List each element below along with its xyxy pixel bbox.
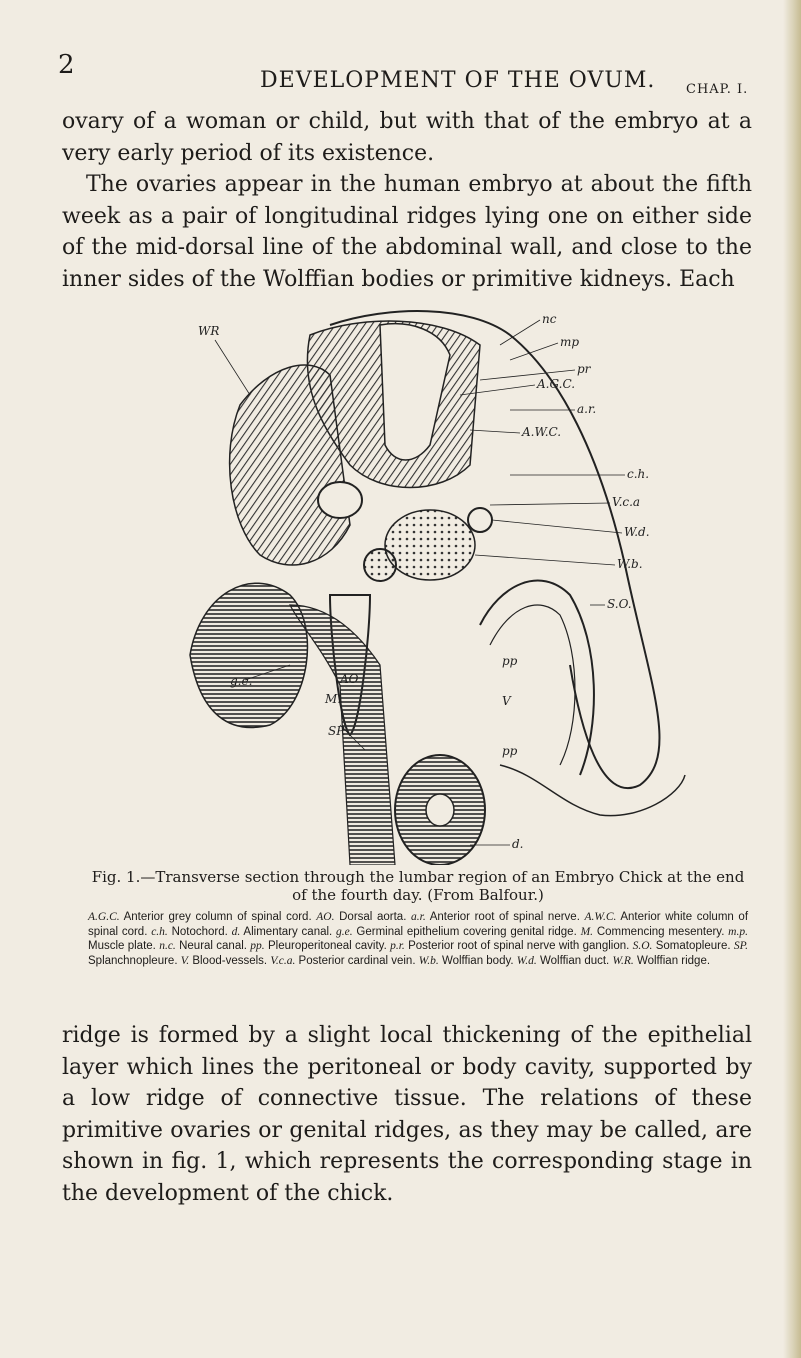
legend-term: W.R. [612,954,634,967]
legend-definition: Wolffian duct. [536,954,613,967]
legend-term: pp. [250,940,265,952]
legend-entry [336,926,581,938]
alimentary-lumen [426,794,454,826]
label-ch: c.h. [627,467,650,481]
somatopleure-inner [490,605,575,765]
body-text-top [62,106,752,295]
legend-term: V. [180,954,190,967]
legend-definition: Commencing mesentery. [593,925,729,938]
figure-caption: Fig. 1.—Transverse section through the lumbar region of an Embryo Chick at the end of the fourth day. (From Balfour.) [91,868,745,904]
label-Wd: W.d. [624,525,650,539]
legend-entry [159,940,250,952]
legend-term: A.W.C. [584,911,617,923]
label-AGC: A.G.C. [537,377,576,391]
muscle-plate-left [230,365,350,565]
label-nc: nc [542,312,557,326]
running-title: DEVELOPMENT OF THE OVUM. [260,68,656,93]
notochord [318,482,362,518]
legend-term: n.c. [159,940,176,952]
paragraph-ovaries: The ovaries appear in the human embryo at about the fifth week as a pair of longitudinal ridges lying one on either side of the mid-dorsal line of the abdominal wall, and close to the inner sides of the Wolffian bodies or primitive kidneys. Each [62,172,752,292]
somatopleure [480,581,594,775]
legend-definition: Posterior root of spinal nerve with ganglion. [404,940,633,952]
legend-term: M. [580,925,594,938]
label-pr: pr [577,362,591,376]
paragraph-ridge: ridge is formed by a slight local thickening of the epithelial layer which lines the peritoneal or body cavity, supported by a low ridge of connective tissue. The relations of these primitive ovaries or genital ridges, as they may be called, are shown in fig. 1, which represents the corresponding stage in the development of the chick. [62,1023,752,1206]
legend-entry [151,926,231,938]
legend-definition: Pleuroperitoneal cavity. [264,940,391,952]
label-SP: SP. [328,724,346,738]
legend-entry [250,940,390,952]
legend-term: a.r. [411,911,426,923]
legend-term: A.G.C. [88,911,120,923]
label-AO: AO [340,672,359,686]
legend-term: g.e. [336,925,353,938]
legend-definition: Wolffian ridge. [633,954,711,967]
label-Wb: W.b. [617,557,643,571]
legend-entry [390,940,633,952]
legend-entry [181,955,271,967]
legend-term: m.p. [728,925,748,938]
legend-definition: Germinal epithelium covering genital ridge. [352,925,581,938]
legend-term: W.d. [516,954,537,967]
label-pp2: pp [502,744,518,758]
paragraph-continued: ovary of a woman or child, but with that of the embryo at a very early period of its existence. [62,109,752,166]
legend-term: p.r. [390,940,405,952]
legend-term: AO. [316,911,335,923]
page-edge [783,0,801,1358]
embryo-section-drawing [180,305,700,865]
legend-entry [270,955,418,967]
label-WR: WR [198,324,220,338]
legend-entry [316,911,411,923]
label-d: d. [512,837,524,851]
legend-term: SP. [733,940,749,952]
legend-entry [612,955,710,967]
legend-term: W.b. [418,954,439,967]
legend-definition: Neural canal. [175,940,251,952]
legend-definition: Muscle plate. [88,940,160,952]
legend-term: d. [231,925,241,938]
legend-definition: Anterior root of spinal nerve. [425,911,585,923]
label-pp1: pp [502,654,518,668]
legend-term: V.c.a. [270,954,296,967]
legend-entry [232,926,336,938]
label-ar: a.r. [577,402,597,416]
wolffian-body [385,510,475,580]
label-Vca: V.c.a [612,495,641,509]
body-text-bottom [62,1020,752,1209]
legend-definition: Blood-vessels. [189,954,271,967]
legend-definition: Somatopleure. [652,940,734,952]
figure-legend [88,910,748,968]
embryo-section-figure [180,305,700,865]
legend-entry [419,955,517,967]
legend-definition: Notochord. [167,925,232,938]
legend-definition: Alimentary canal. [240,925,337,938]
legend-definition: Posterior cardinal vein. [295,954,419,967]
label-V: V [502,694,511,708]
label-SO: S.O. [607,597,632,611]
legend-entry [633,940,734,952]
pleuroperitoneal-cavity [500,765,685,816]
legend-definition: Splanchnopleure. [88,954,181,967]
legend-entry [88,911,316,923]
legend-term: c.h. [151,925,168,938]
legend-entry [411,911,585,923]
label-mp: mp [560,335,580,349]
wolffian-duct [468,508,492,532]
legend-definition: Anterior white column of spinal cord. [88,911,749,938]
legend-entry [517,955,613,967]
label-AWC: A.W.C. [522,425,562,439]
legend-definition: Dorsal aorta. [334,911,412,923]
legend-definition: Anterior grey column of spinal cord. [119,911,317,923]
legend-definition: Wolffian body. [438,954,517,967]
page-number: 2 [58,50,75,80]
label-ge: g.e. [230,674,253,688]
label-M: M. [325,692,342,706]
chapter-label: CHAP. I. [686,82,749,97]
legend-entry [581,926,729,938]
legend-term: S.O. [632,940,653,952]
